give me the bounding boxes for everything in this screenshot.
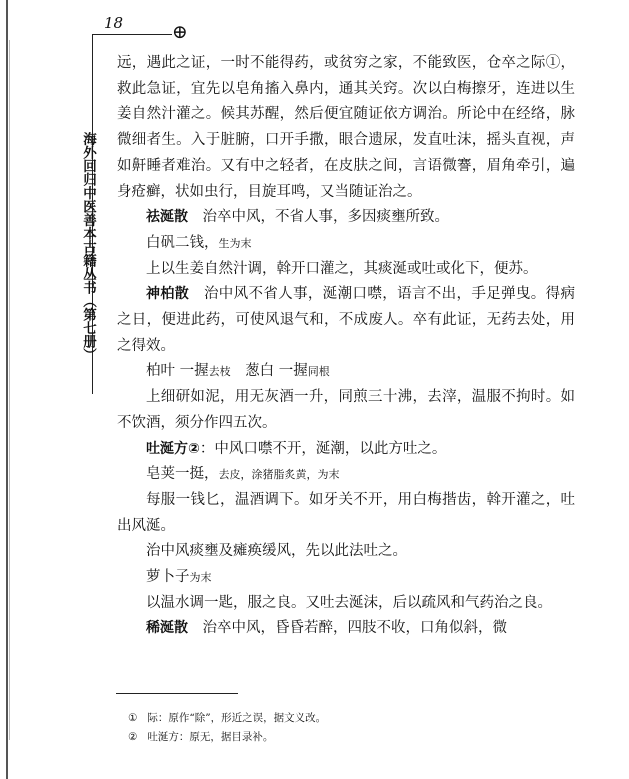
scan-edge-shadow <box>9 40 10 740</box>
ingredient-note: 同根 <box>307 365 330 379</box>
formula-3-method: 每服一钱匕，温酒调下。如牙关不开，用白梅揩齿，斡开灌之，吐出风涎。 <box>117 491 575 534</box>
ingredient: 柏叶 一握 <box>146 363 209 380</box>
ingredient: 葱白 一握 <box>245 363 308 380</box>
formula-name: 祛涎散 <box>146 209 188 226</box>
formula-1-heading <box>117 205 575 231</box>
footnote-rule <box>116 693 238 694</box>
formula-1-ingredients <box>117 231 575 257</box>
formula-2-ingredients <box>117 359 575 385</box>
formula-3-ingredients <box>117 462 575 488</box>
formula-name: 神柏散 <box>146 286 190 303</box>
formula-desc: ：中风口噤不开，涎潮，以此方吐之。 <box>199 440 447 457</box>
intro-paragraph: 远，遇此之证，一时不能得药，或贫穷之家，不能致医，仓卒之际①，救此急证，宜先以皂角搐入鼻内，通其关窍。次以白梅擦牙，连进以生姜自然汁灌之。候其苏醒，然后便宜随证依方调治。所论中在经络，脉微细者生。入于脏腑，口开手撒，眼合遗尿，发直吐沫，摇头直视，声如鼾睡者难治。又有中之轻者，在皮肤之间，言语微謇，眉角牵引，遍身疮癣，状如虫行，目旋耳鸣，又当随证治之。 <box>117 55 575 200</box>
formula-2-heading <box>117 282 575 359</box>
footnote-2 <box>128 728 326 747</box>
ingredient: 白矾二钱， <box>146 234 219 251</box>
formula-desc: 治卒中风，昏昏若醉，四肢不收，口角似斜，微 <box>202 620 507 637</box>
header-rule <box>92 34 172 35</box>
formula-4-method: 以温水调一匙，服之良。又吐去涎沫，后以疏风和气药治之良。 <box>146 594 552 611</box>
footnotes <box>128 709 326 747</box>
ingredient-note: 生为末 <box>218 236 252 250</box>
series-title: 海外回归中医善本古籍丛书（第七册） <box>80 132 96 362</box>
formula-desc: 治中风不省人事，涎潮口噤，语言不出，手足弹曳。得病之日，便进此药，可使风退气和，不成废人。卒有此证，无药去处，用之得效。 <box>117 286 576 354</box>
footnote-mark: ② <box>128 731 138 743</box>
scan-edge <box>6 0 8 779</box>
ingredient-note: 去枝 <box>208 365 231 379</box>
footnote-mark: ① <box>128 712 138 724</box>
ingredient-note: 为末 <box>189 571 212 585</box>
ingredient-note: 去皮，涂猪脂炙黄，为末 <box>218 468 340 482</box>
formula-4-heading: 治中风痰壅及瘫痪缓风，先以此法吐之。 <box>146 543 407 560</box>
page-body <box>117 51 575 642</box>
formula-3-heading <box>117 437 575 463</box>
formula-1-method: 上以生姜自然汁调，斡开口灌之，其痰涎或吐或化下，便苏。 <box>146 260 538 277</box>
ingredient: 萝卜子 <box>146 569 190 586</box>
formula-2-method: 上细研如泥，用无灰酒一升，同煎三十沸，去滓，温服不拘时。如不饮酒，须分作四五次。 <box>117 389 575 431</box>
footnote-text: 际：原作“除”，形近之误，据文义改。 <box>147 712 327 724</box>
formula-name: 稀涎散 <box>146 620 188 637</box>
formula-name: 吐涎方② <box>146 440 200 457</box>
ingredient: 皂荚一挺， <box>146 466 219 483</box>
crosshair-icon: ⊕ <box>172 21 188 43</box>
formula-5-heading <box>117 616 575 642</box>
page-number: 18 <box>104 14 124 32</box>
formula-desc: 治卒中风，不省人事，多因痰壅所致。 <box>202 209 449 226</box>
footnote-text: 吐涎方：原无，据目录补。 <box>147 731 274 743</box>
footnote-1 <box>128 709 326 728</box>
formula-4-ingredients <box>117 565 575 591</box>
